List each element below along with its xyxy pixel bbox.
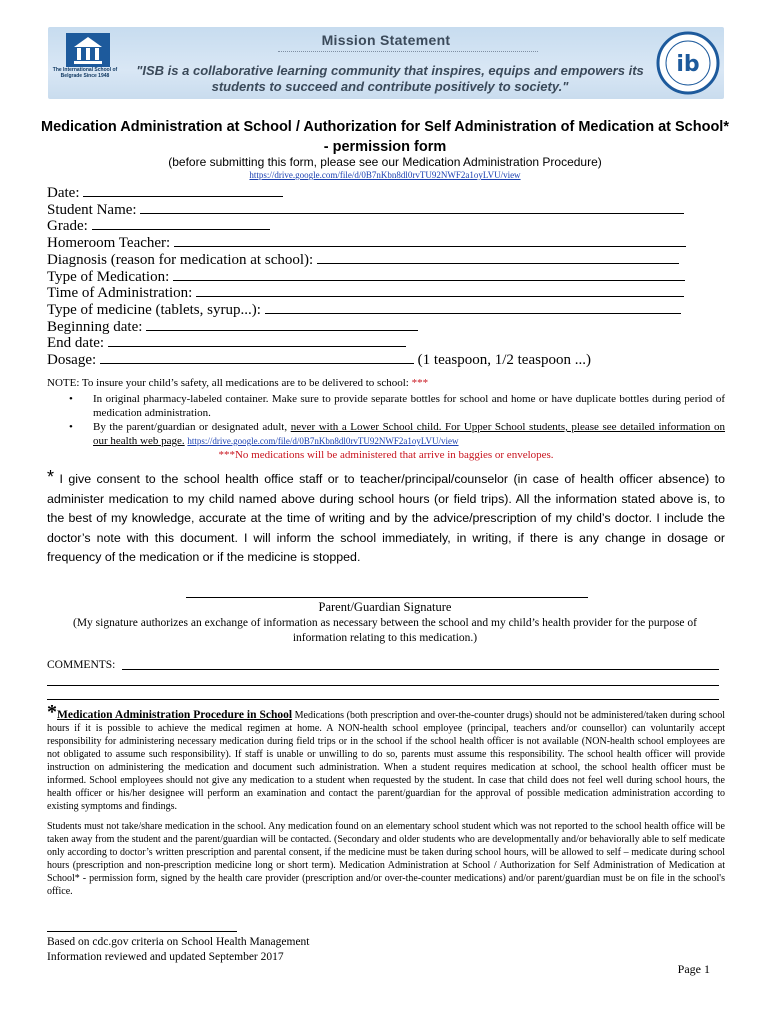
comments-section[interactable] [47, 659, 727, 671]
footer-note: Based on cdc.gov criteria on School Health Management Information reviewed and updated September 2017 [47, 936, 310, 963]
banner-title: Mission Statement [321, 32, 451, 48]
comment-line[interactable] [47, 699, 719, 700]
page-number: Page 1 [677, 962, 710, 976]
list-item: • In original pharmacy-labeled container. Make sure to provide separate bottles for school and home or have duplicate bottles during period of medication administration. [69, 393, 725, 419]
signature-line[interactable] [186, 597, 588, 598]
signature-note: (My signature authorizes an exchange of information as necessary between the school and my child’s health provider for the purpose of information relating to this medication.) [73, 617, 697, 644]
footer-rule [47, 931, 237, 932]
banner-divider [278, 51, 538, 52]
dosage-hint: (1 teaspoon, 1/2 teaspoon ...) [417, 352, 591, 369]
form-title: Medication Administration at School / Authorization for Self Administration of Medication at School* - permission form [41, 119, 729, 155]
beginning-date-field[interactable]: Beginning date: [47, 319, 727, 336]
procedure-link[interactable]: https://drive.google.com/file/d/0B7nKbn8dl0rvTU92NWF2a1oyLVU/view [249, 170, 521, 180]
procedure-paragraph-2: Students must not take/share medication in the school. Any medication found on an elementary school student which was not reported to the school health office will be taken away from the student and the parent/guardian will be contacted. (Secondary and older students who are developmentally and/or behaviorally able to self medicate only according to doctor’s written prescription and parental consent, if the medicine must be taken during school hours, will be allowed to self – medicate during school hours (prescription and non-prescription medicine long or short term). Medication Administration at School / Authorization for Self Administration of Medication at School* - permission form, signed by the health care provider (prescription and/or over-the-counter medications) and/or parent/guardian must be on file in the school's office. [47, 821, 725, 897]
signature-label: Parent/Guardian Signature [318, 600, 452, 614]
procedure-section [47, 701, 725, 898]
diagnosis-field[interactable]: Diagnosis (reason for medication at school): [47, 252, 727, 269]
consent-star: * [47, 467, 55, 487]
procedure-heading: Medication Administration Procedure in School [57, 709, 293, 721]
consent-paragraph: * I give consent to the school health office staff or to teacher/principal/counselor (in case of health officer absence) to administer medication to my child named above during school hours (or field trips). All the information stated above is, to the best of my knowledge, accurate at the time of writing and by the advice/prescription of my child’s doctor. I include the doctor’s note with this document. I will inform the school immediately, in writing, if there is any change in dosage or frequency of the medication or if the medicine is stopped. [47, 467, 725, 564]
comment-line[interactable] [47, 685, 719, 686]
delivery-note [47, 377, 725, 462]
homeroom-teacher-field[interactable]: Homeroom Teacher: [47, 235, 727, 252]
comments-label: COMMENTS: [47, 659, 116, 671]
health-page-link[interactable]: https://drive.google.com/file/d/0B7nKbn8dl0rvTU92NWF2a1oyLVU/view [187, 436, 459, 446]
grade-field[interactable]: Grade: [47, 218, 727, 235]
form-subtitle: (before submitting this form, please see our Medication Administration Procedure) [168, 155, 602, 169]
baggie-warning: ***No medications will be administered that arrive in baggies or envelopes. [218, 449, 554, 461]
list-item: • By the parent/guardian or designated adult, never with a Lower School child. For Upper School students, please see detailed information on our health web page. https://drive.google.com/file/d/0B7nKbn8dl0rvTU92NWF2a1oyLVU/view [69, 421, 726, 447]
type-of-medication-field[interactable]: Type of Medication: [47, 269, 727, 286]
isb-logo-text: The International School of Belgrade Since 1948 [52, 67, 118, 79]
student-name-field[interactable]: Student Name: [47, 202, 727, 219]
dosage-field[interactable]: Dosage: (1 teaspoon, 1/2 teaspoon ...) [47, 352, 591, 369]
mission-banner [48, 27, 724, 99]
type-of-medicine-field[interactable]: Type of medicine (tablets, syrup...): [47, 302, 727, 319]
mission-statement-text: "ISB is a collaborative learning community that inspires, equips and empowers its students to succeed and contribute positively to society." [136, 63, 644, 94]
end-date-field[interactable]: End date: [47, 335, 727, 352]
note-intro: NOTE: To insure your child’s safety, all medications are to be delivered to school: [47, 377, 409, 389]
note-intro-mark: *** [411, 377, 429, 389]
svg-text:ib: ib [676, 52, 700, 77]
date-field[interactable]: Date: [47, 185, 727, 202]
note-bullets [47, 392, 725, 448]
comment-line[interactable] [122, 669, 719, 670]
time-of-administration-field[interactable]: Time of Administration: [47, 285, 727, 302]
form-fields [47, 185, 727, 369]
procedure-paragraph-1: *Medication Administration Procedure in School Medications (both prescription and over-the-counter drugs) should not be administered/taken during school hours if it is possible to achieve the medical regimen at home. A NON-health school employee (principal, teachers and/or counsellor) can voluntarily accept responsibility for administering necessary medication during field trips or in the school if the school health officer is not available (NON-health school employees are not obligated to assume such responsibility). If staff is unable or unwilling to do so, parents must assume this responsibility. The school health officer will provide instruction on administering the medication and document such administration. When a student requires medication at school, the school health officer must be informed. School employees should not give any medication to a student when requested by the student. In case that child does not feel well during school hours, the health officer or his/her designee will perform an examination and contact the parent/guardian for the approval of possible medication administration according to existing symptoms and findings. [47, 701, 725, 812]
ib-world-school-icon [656, 31, 720, 95]
